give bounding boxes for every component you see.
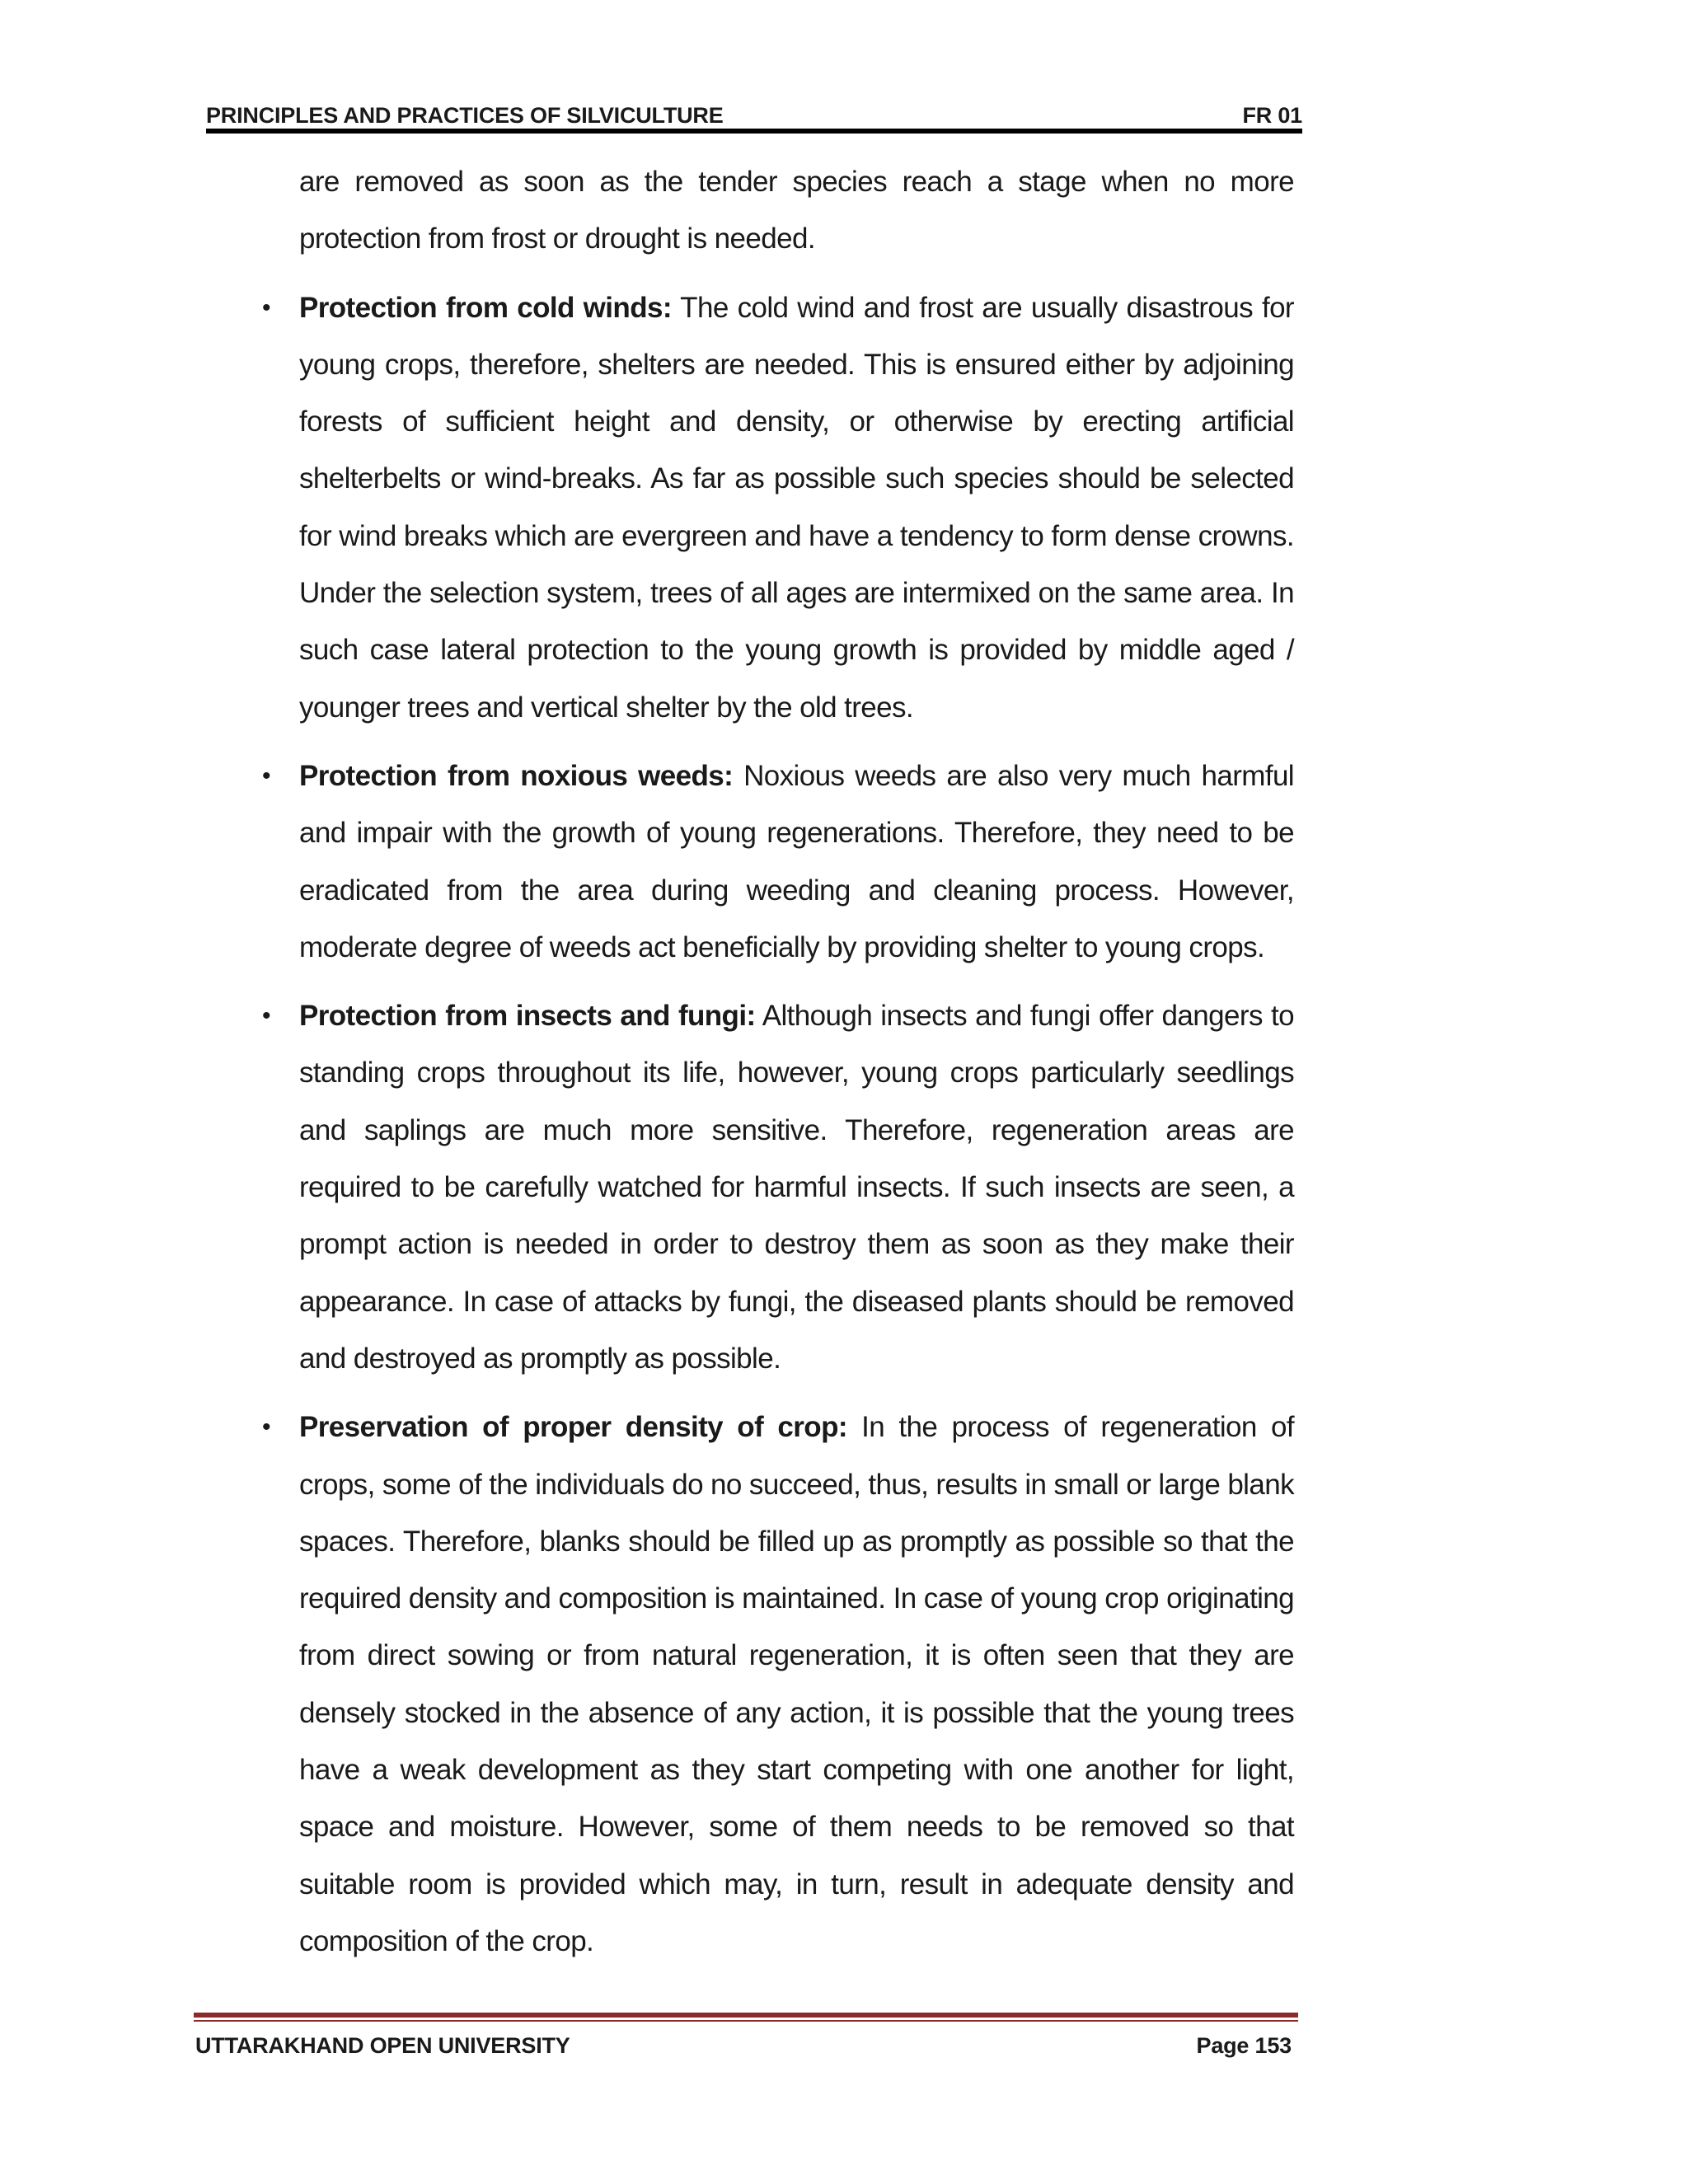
bullet-title: Protection from noxious weeds: bbox=[299, 759, 734, 792]
bullet-icon: • bbox=[262, 293, 270, 321]
bullet-icon: • bbox=[262, 762, 270, 790]
footer-institution: UTTARAKHAND OPEN UNIVERSITY bbox=[195, 2032, 570, 2058]
bullet-item-cold-winds bbox=[223, 279, 1294, 736]
page-body bbox=[223, 153, 1294, 1981]
continuation-paragraph: are removed as soon as the tender species reach a stage when no more protection from frost or drought is needed. bbox=[299, 166, 1294, 255]
bullet-icon: • bbox=[262, 1002, 270, 1030]
footer-rule bbox=[194, 2013, 1298, 2018]
footer-rule-thin bbox=[194, 2020, 1298, 2022]
page-footer bbox=[195, 2029, 1292, 2062]
page-header bbox=[206, 97, 1302, 129]
header-course-code: FR 01 bbox=[1242, 103, 1302, 128]
bullet-item-noxious-weeds bbox=[223, 748, 1294, 976]
bullet-item-insects-fungi bbox=[223, 987, 1294, 1387]
header-rule bbox=[206, 129, 1302, 134]
bullet-icon: • bbox=[262, 1413, 270, 1441]
bullet-text: The cold wind and frost are usually disastrous for young crops, therefore, shelters are needed. This is ensured either by adjoining forests of sufficient height and density, or otherwise by erecting artificial shelterbelts or wind-breaks. As far as possible such species should be selected for wind breaks which are evergreen and have a tendency to form dense crowns. Under the selection system, trees of all ages are intermixed on the same area. In such case lateral protection to the young growth is provided by middle aged / younger trees and vertical shelter by the old trees. bbox=[299, 291, 1294, 724]
bullet-item-crop-density bbox=[223, 1399, 1294, 1970]
bullet-text: In the process of regeneration of crops, some of the individuals do no succeed, thus, results in small or large blank spaces. Therefore, blanks should be filled up as promptly as possible so that the required density and composition is maintained. In case of young crop originating from direct sowing or from natural regeneration, it is often seen that they are densely stocked in the absence of any action, it is possible that the young trees have a weak development as they start competing with one another for light, space and moisture. However, some of them needs to be removed so that suitable room is provided which may, in turn, result in adequate density and composition of the crop. bbox=[299, 1411, 1294, 1957]
bullet-text: Although insects and fungi offer dangers to standing crops throughout its life, however, young crops particularly seedlings and saplings are much more sensitive. Therefore, regeneration areas are required to be carefully watched for harmful insects. If such insects are seen, a prompt action is needed in order to destroy them as soon as they make their appearance. In case of attacks by fungi, the diseased plants should be removed and destroyed as promptly as possible. bbox=[299, 1000, 1294, 1375]
page-number: Page 153 bbox=[1196, 2032, 1292, 2058]
header-title: PRINCIPLES AND PRACTICES OF SILVICULTURE bbox=[206, 103, 724, 128]
bullet-title: Preservation of proper density of crop: bbox=[299, 1411, 847, 1444]
bullet-title: Protection from cold winds: bbox=[299, 291, 672, 324]
bullet-title: Protection from insects and fungi: bbox=[299, 1000, 756, 1033]
bullet-text: Noxious weeds are also very much harmful and impair with the growth of young regenerations. Therefore, they need to be eradicated from the area during weeding and cleaning process. However, moderate degree of weeds act beneficially by providing shelter to young crops. bbox=[299, 759, 1294, 963]
